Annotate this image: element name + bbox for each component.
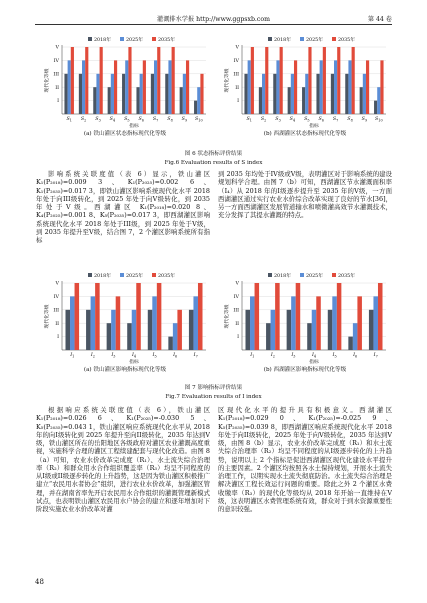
x-tick-label: $S_1$ (246, 117, 252, 123)
bar (125, 60, 128, 114)
bar (177, 310, 182, 350)
x-tick-label: $I_2$ (90, 353, 95, 359)
x-tick-label: $I_1$ (250, 353, 255, 359)
x-tick-label: $S_9$ (361, 117, 368, 123)
x-tick-label: $S_8$ (347, 117, 353, 123)
bar (151, 74, 154, 114)
legend-label: 2025年 (126, 274, 144, 279)
legend-label: 2035年 (338, 274, 356, 279)
bar (197, 87, 200, 114)
x-tick-label: $S_2$ (260, 117, 267, 123)
bar (259, 87, 262, 114)
bar (337, 283, 342, 350)
x-tick-label: $S_4$ (289, 117, 296, 123)
x-tick-label: $S_1$ (66, 117, 72, 123)
bar (140, 74, 143, 114)
legend-label: 2018年 (274, 274, 292, 279)
fig7-panel-b (220, 270, 390, 374)
bar (127, 323, 132, 350)
bar (128, 47, 131, 114)
y-axis-label: 现代化等级 (45, 304, 50, 329)
fig7a-chart (40, 270, 210, 364)
bar (173, 323, 178, 350)
paragraph: 到 2035 年均处于IV级或V级，表明灌区对于影响系统的建设规划科学合理。由图 7（b）可知，西湖灌区节水灌溉面积率（I₄）从 2018 年的I级逐步提升至 2035 年的V级，一方面西湖灌区通过实行农业水价综合改革实现了良好的节水[36]，另一方面西湖灌区发展管道输水和喷微灌高效节水灌溉技术，充分发挥了其提水灌溉的特点。 (218, 170, 392, 220)
x-tick-label: $I_3$ (111, 353, 116, 359)
bar (64, 74, 67, 114)
legend-label: 2025年 (306, 38, 324, 43)
legend-label: 2035年 (158, 38, 176, 43)
bar (302, 87, 305, 114)
running-header (35, 14, 392, 25)
bar (183, 74, 186, 114)
y-tick-label: II (55, 85, 59, 91)
page-number: 48 (35, 578, 44, 586)
bar (305, 74, 308, 114)
x-tick-label: $I_5$ (152, 353, 157, 359)
y-axis-label: 现代化等级 (225, 68, 230, 93)
bar (288, 87, 291, 114)
y-tick-label: III (233, 72, 239, 78)
bar (294, 60, 297, 114)
bar (82, 60, 85, 114)
bar (244, 74, 247, 114)
bar (189, 310, 194, 350)
x-tick-label: $S_2$ (80, 117, 87, 123)
legend-label: 2035年 (158, 274, 176, 279)
x-tick-label: $S_3$ (95, 117, 101, 123)
x-tick-label: $S_7$ (152, 117, 159, 123)
y-tick-label: III (53, 72, 59, 78)
bar (122, 74, 125, 114)
fig6a-panel-caption: (a) 铁山灌区状态指标现代化等级 (83, 131, 167, 137)
fig7-caption-zh: 图 7 影响指标评价结果 (184, 385, 243, 391)
x-axis-label: 指标 (309, 124, 319, 128)
x-tick-label: $S_{10}$ (374, 117, 383, 123)
bar (373, 296, 378, 350)
fig7b-chart (220, 270, 390, 364)
x-tick-label: $S_5$ (124, 117, 130, 123)
x-tick-label: $S_6$ (318, 117, 324, 123)
x-tick-label: $S_5$ (304, 117, 310, 123)
bar (154, 60, 157, 114)
paragraph: 区现代化水平的提升具有积极意义。西湖灌区 K₁(P₂₀₁₈)=0.029 0、K₁(P₂₀₂₅)=-0.025 9、K₅(P₂₀₃₅)=0.039 8，即西湖灌区响应系统现代化水平 2018 年处于向II级转化，2025 年处于向V级转化，2035 年达到V级，由图 8（b）显示，农业水价改革完成度（R₁）和水土流失综合治理率（R₂）均呈不同程度的从I级逐步转化的上升趋势，说明以上 2 个指标是促进西湖灌区现代化建设水平提升的主要因素。2 个灌区均按照各水土保持规划，开展水土流失治理工作，以期实现水土流失彻底防治。水土流失综合治理是解决灌区工程长效运行问题的重要。除此之外 2 个灌区水费收缴率（R₃）的现代化等级均从 2018 年开始一直维持在V级，这表明灌区水费管理系统有效，群众对于到水资源重要性的意识较强。 (218, 406, 392, 513)
x-tick-label: $S_3$ (275, 117, 281, 123)
bar (152, 296, 157, 350)
bar (186, 60, 189, 114)
bar (70, 296, 75, 350)
bar (136, 283, 141, 350)
y-tick-label: I (237, 99, 239, 105)
fig6b-chart (220, 34, 390, 128)
x-axis-label: 指标 (129, 124, 139, 128)
bar (262, 74, 265, 114)
x-tick-label: $I_7$ (373, 353, 378, 359)
x-tick-label: $I_1$ (70, 353, 75, 359)
y-axis-label: 现代化等级 (45, 68, 50, 93)
bar (287, 310, 292, 350)
bar (323, 47, 326, 114)
bar (275, 283, 280, 350)
fig7-panel-a (40, 270, 210, 374)
legend-swatch (300, 273, 304, 277)
bar (280, 47, 283, 114)
bar (75, 283, 80, 350)
bar (334, 60, 337, 114)
legend-label: 2018年 (94, 38, 112, 43)
bar (198, 283, 203, 350)
fig6a-chart (40, 34, 210, 128)
bar (116, 296, 121, 350)
x-axis-label: 指标 (129, 360, 139, 364)
bar (353, 323, 358, 350)
fig6b-panel-caption: (b) 西湖灌区状态指标现代化等级 (263, 131, 347, 137)
bar (316, 74, 319, 114)
bar (111, 74, 114, 114)
fig6-caption-zh: 图 6 状态指标评价结果 (184, 151, 243, 157)
fig7b-panel-caption: (b) 西湖灌区影响指标现代化等级 (263, 367, 347, 373)
legend-label: 2025年 (126, 38, 144, 43)
x-tick-label: $S_8$ (167, 117, 173, 123)
bar (65, 310, 70, 350)
text-column-right-2 (218, 406, 392, 572)
legend-swatch (300, 37, 304, 41)
bar (180, 87, 183, 114)
bar (307, 323, 312, 350)
bar (200, 74, 203, 114)
bar (95, 283, 100, 350)
bar (374, 101, 377, 114)
bar (276, 60, 279, 114)
bar (114, 60, 117, 114)
bar (357, 296, 362, 350)
bar (85, 47, 88, 114)
bar (148, 310, 153, 350)
y-tick-label: II (235, 321, 239, 327)
y-tick-label: I (57, 335, 59, 341)
bar (108, 87, 111, 114)
bar (165, 74, 168, 114)
x-tick-label: $S_6$ (138, 117, 144, 123)
y-axis-label: 现代化等级 (225, 304, 230, 329)
bar (245, 310, 250, 350)
y-tick-label: V (55, 281, 59, 287)
bar (79, 74, 82, 114)
legend-swatch (120, 273, 124, 277)
legend-swatch (152, 37, 156, 41)
y-tick-label: IV (53, 59, 59, 64)
text-column-right-1 (218, 170, 392, 270)
x-tick-label: $S_7$ (332, 117, 339, 123)
text-column-left-1 (36, 170, 210, 270)
bar (378, 283, 383, 350)
bar (100, 47, 103, 114)
bar (265, 47, 268, 114)
bar (320, 60, 323, 114)
bar (168, 337, 173, 350)
x-tick-label: $I_4$ (311, 353, 317, 359)
x-tick-label: $I_7$ (193, 353, 198, 359)
x-tick-label: $I_6$ (353, 353, 358, 359)
y-tick-label: V (235, 281, 239, 287)
bar (68, 60, 71, 114)
fig6-panel-a (40, 34, 210, 138)
bar (380, 60, 383, 114)
fig6-caption-en: Fig.6 Evaluation results of S index (164, 160, 263, 166)
bar (312, 310, 317, 350)
bar (157, 47, 160, 114)
legend-swatch (120, 37, 124, 41)
bar (332, 296, 337, 350)
y-tick-label: I (57, 99, 59, 105)
bar (360, 87, 363, 114)
x-tick-label: $I_4$ (131, 353, 137, 359)
fig7a-panel-caption: (a) 铁山灌区影响指标现代化等级 (83, 367, 167, 373)
x-tick-label: $S_4$ (109, 117, 116, 123)
fig6-panel-b (220, 34, 390, 138)
text-column-left-2 (36, 406, 210, 572)
bar (369, 310, 374, 350)
bar (250, 296, 255, 350)
y-tick-label: III (233, 308, 239, 314)
bar (377, 87, 380, 114)
bar (168, 60, 171, 114)
x-tick-label: $I_5$ (332, 353, 337, 359)
y-tick-label: III (53, 308, 59, 314)
legend-swatch (268, 37, 272, 41)
x-tick-label: $I_6$ (173, 353, 178, 359)
bar (248, 60, 251, 114)
fig7-caption-en: Fig.7 Evaluation results of I index (165, 394, 262, 400)
y-tick-label: IV (53, 295, 59, 300)
y-tick-label: IV (233, 295, 239, 300)
bar (291, 74, 294, 114)
legend-label: 2018年 (274, 38, 292, 43)
bar (107, 323, 112, 350)
bar (363, 74, 366, 114)
x-tick-label: $S_{10}$ (194, 117, 203, 123)
bar (93, 87, 96, 114)
x-tick-label: $I_2$ (270, 353, 275, 359)
legend-label: 2025年 (306, 274, 324, 279)
bar (348, 60, 351, 114)
legend-swatch (332, 273, 336, 277)
bar (251, 47, 254, 114)
bar (136, 87, 139, 114)
bar (366, 60, 369, 114)
y-tick-label: V (235, 45, 239, 51)
bar (143, 60, 146, 114)
journal-title: 灌溉排水学报 http://www.ggpsxb.com (157, 16, 270, 23)
legend-label: 2018年 (94, 274, 112, 279)
bar (255, 283, 260, 350)
bar (157, 283, 162, 350)
legend-swatch (332, 37, 336, 41)
bar (111, 310, 116, 350)
bar (86, 310, 91, 350)
x-tick-label: $S_9$ (181, 117, 188, 123)
bar (172, 47, 175, 114)
paragraph: 影响系统关联度值（表 6）显示，铁山灌区 K₁(P₂₀₁₈)=0.009 3、K₁(P₂₀₂₅)=0.002 6、K₁(P₂₀₃₅)=0.017 3，即铁山灌区影响系统现代化水平 2018 年处于向III级转化，到 2025 年处于向V级转化，到 2035 年处于V级。西湖灌区 K₁(P₂₀₁₈)=0.020 8、K₄(P₂₀₂₅)=0.001 8、K₅(P₂₀₃₅)=0.017 3，即西湖灌区影响系统现代化水平 2018 年处于III级，到 2025 年处于V级，到 2035 年提升至V级，结合图 7，2 个灌区影响系统所有指标 (36, 170, 210, 244)
bar (194, 101, 197, 114)
bar (193, 296, 198, 350)
bar (316, 296, 321, 350)
bar (271, 310, 276, 350)
bar (96, 74, 99, 114)
bar (291, 296, 296, 350)
x-axis-label: 指标 (309, 360, 319, 364)
y-tick-label: II (235, 85, 239, 91)
bar (296, 283, 301, 350)
bar (91, 296, 96, 350)
bar (331, 74, 334, 114)
volume-label: 第 44 卷 (367, 16, 392, 23)
bar (273, 74, 276, 114)
legend-swatch (268, 273, 272, 277)
bar (337, 47, 340, 114)
legend-swatch (152, 273, 156, 277)
y-tick-label: IV (233, 59, 239, 64)
bar (132, 310, 137, 350)
legend-label: 2035年 (338, 38, 356, 43)
y-tick-label: I (237, 335, 239, 341)
bar (71, 47, 74, 114)
bar (266, 323, 271, 350)
legend-swatch (88, 37, 92, 41)
bar (308, 47, 311, 114)
bar (348, 337, 353, 350)
bar (345, 74, 348, 114)
bar (352, 47, 355, 114)
x-tick-label: $I_3$ (291, 353, 296, 359)
bar (328, 310, 333, 350)
paragraph: 根据响应系统关联度值（表 6），铁山灌区 K₁(P₂₀₁₈)=0.026 6、K₁(P₂₀₂₅)=-0.030 5、K₅(P₂₀₃₅)=0.043 1，铁山灌区响应系统现代化水平从 2018 年的向I级转化到 2025 年提升至向II级转化，2035 年达到V级，铁山灌区所在的岳阳地区各级政府对灌区农业灌溉高度重视，实施科学合理的灌区工程续建配套与现代化改造。由图 8（a）可知，农业水价改革完成度（R₁）、水土流失综合治理率（R₂）和群众用水合作组织覆盖率（R₃）均呈不同程度的从I级或II级逐步转化的上升趋势，这是因为铁山灌区积极推广建立“农民用水者协会”组织，进行农业水价改革，加强灌区管理，并在湖南省率先开启农民用水合作组织的灌溉管理新模式试点，也表明铁山灌区农民用水户协会的建立和逐年增加对下阶段实施农业水价改革对灌 (36, 406, 210, 513)
y-tick-label: II (55, 321, 59, 327)
legend-swatch (88, 273, 92, 277)
y-tick-label: V (55, 45, 59, 51)
